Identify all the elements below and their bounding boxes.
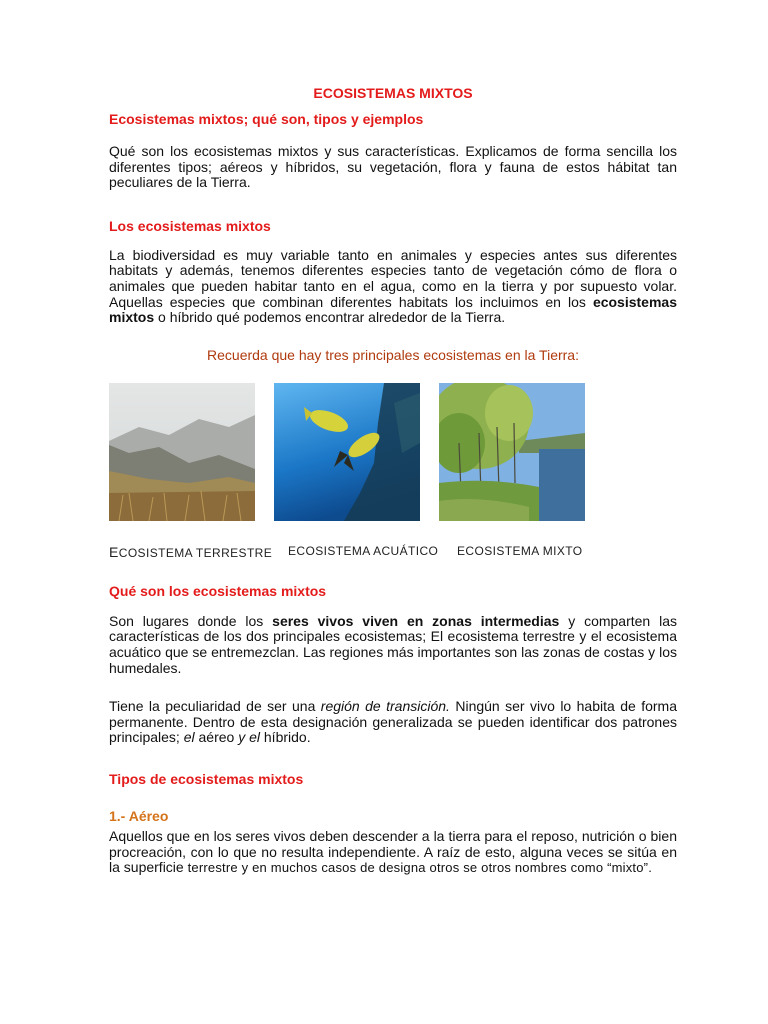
section2-text-f: híbrido.: [260, 729, 311, 746]
caption-terrestre-initial: E: [109, 543, 119, 560]
section-heading-los-ecosistemas: Los ecosistemas mixtos: [109, 217, 271, 234]
subsection-heading-aereo: 1.- Aéreo: [109, 807, 169, 824]
section3-paragraph: [109, 829, 677, 876]
mixed-ecosystem-image: [439, 383, 585, 521]
section2-paragraph-1: [109, 614, 677, 676]
section-heading-que-son: Qué son los ecosistemas mixtos: [109, 582, 327, 599]
section2-text-e: aéreo: [194, 729, 239, 746]
section-heading-tipos: Tipos de ecosistemas mixtos: [109, 770, 304, 787]
section1-text-b: o híbrido qué podemos encontrar alrededor de la Tierra.: [154, 309, 506, 326]
page-title: ECOSISTEMAS MIXTOS: [313, 85, 473, 101]
caption-terrestre-rest: COSISTEMA TERRESTRE: [118, 545, 273, 560]
section3-text-b: terrestre y en muchos casos de designa otros se otros nombres como “mixto”.: [187, 860, 653, 876]
section2-text-c: Tiene la peculiaridad de ser una: [109, 698, 321, 715]
recuerda-line: Recuerda que hay tres principales ecosistemas en la Tierra:: [207, 346, 579, 363]
document-content: [109, 84, 677, 876]
section2-italic-yel: y el: [238, 729, 260, 746]
section1-paragraph: [109, 248, 677, 326]
section2-paragraph-2: [109, 699, 677, 746]
aquatic-ecosystem-image: [274, 383, 420, 521]
section1-bold-term: ecosistemas mixtos: [109, 293, 677, 326]
section2-text-d: Ningún ser vivo lo habita de forma permanente. Dentro de esta designación generalizada se pueden identificar dos patrones principales;: [109, 698, 677, 746]
section2-italic-term: región de transición.: [320, 698, 450, 715]
image-captions: [109, 544, 677, 562]
terrestrial-ecosystem-image: [109, 383, 255, 521]
ecosystem-images: [109, 383, 677, 521]
caption-terrestre: [109, 544, 272, 560]
section2-text-b: y comparten las características de los dos principales ecosistemas; El ecosistema terrestre y el ecosistema acuático que se entremezclan. Las regiones más importantes son las zonas de costas y los humedales.: [109, 612, 677, 676]
document-subtitle: Ecosistemas mixtos; qué son, tipos y ejemplos: [109, 111, 424, 127]
caption-acuatico: ECOSISTEMA ACUÁTICO: [288, 543, 439, 558]
section2-text-a: Son lugares donde los: [109, 612, 273, 629]
section2-italic-el: el: [183, 729, 195, 746]
section3-text-a: Aquellos que en los seres vivos deben descender a la tierra para el reposo, nutrición o bien procreación, con lo que no resulta independiente. A raíz de esto, alguna veces se sitúa en la superficie: [109, 827, 677, 876]
section2-bold-term: seres vivos viven en zonas intermedias: [272, 612, 560, 629]
caption-mixto: ECOSISTEMA MIXTO: [457, 543, 583, 558]
intro-paragraph: Qué son los ecosistemas mixtos y sus características. Explicamos de forma sencilla los diferentes tipos; aéreos y híbridos, su vegetación, flora y fauna de estos hábitat tan peculiares de la Tierra.: [109, 143, 677, 191]
section1-text-a: La biodiversidad es muy variable tanto en animales y especies antes sus diferentes habitats y además, tenemos diferentes especies tanto de vegetación cómo de flora o animales que pueden habitar tanto en el agua, como en la tierra y por supuesto volar. Aquellas especies que combinan diferentes habitats los incluimos en los: [109, 246, 677, 310]
